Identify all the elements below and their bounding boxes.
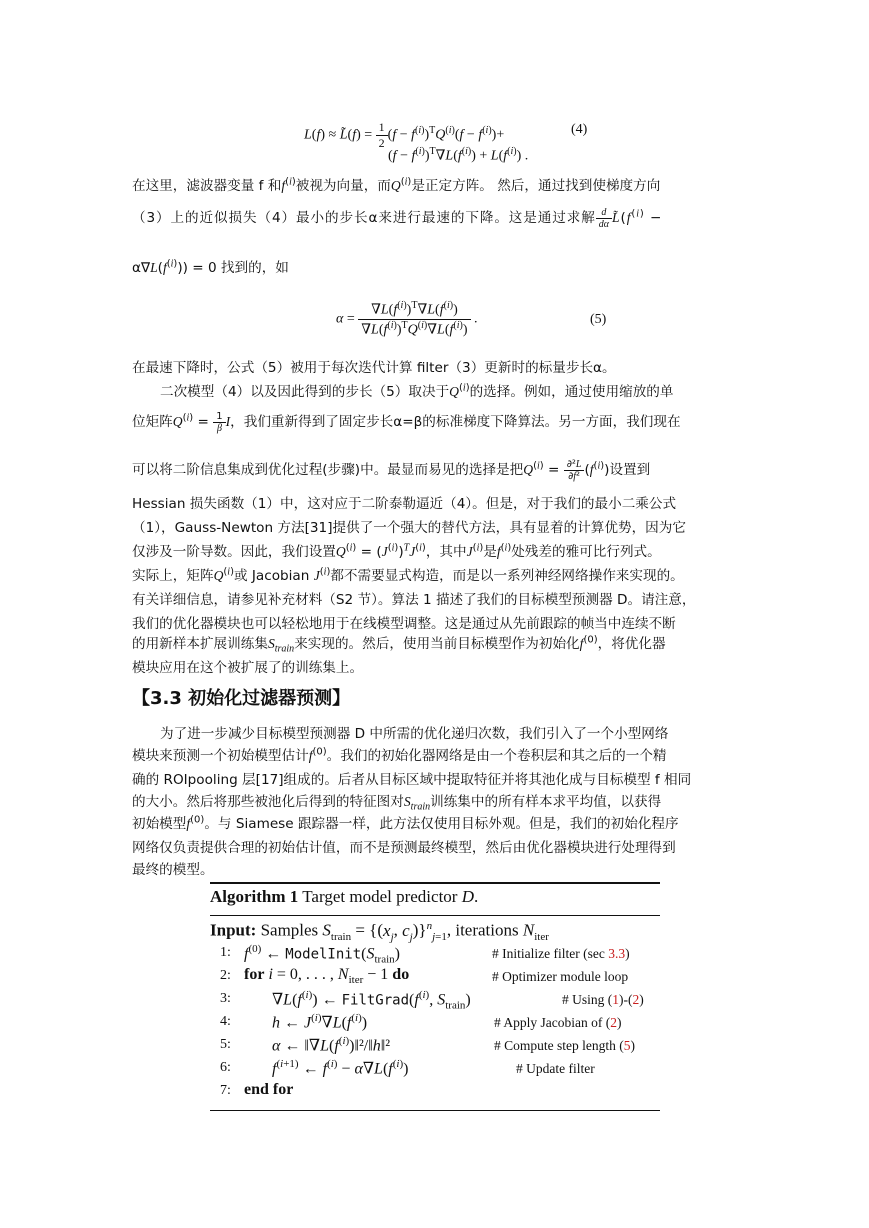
algorithm-line-4 xyxy=(210,1012,660,1035)
line-number: 6: xyxy=(220,1060,231,1076)
line-number: 2: xyxy=(220,968,231,984)
algorithm-line-3 xyxy=(210,989,660,1012)
algorithm-1-box xyxy=(210,882,660,1111)
equation-5-number: (5) xyxy=(590,312,607,327)
algorithm-line-6 xyxy=(210,1058,660,1081)
algorithm-line-2 xyxy=(210,966,660,989)
paragraph-4-line-2: 模块来预测一个初始模型估计$f^{(0)}$。我们的初始化器网络是由一个卷积层和其之后的一个精 xyxy=(132,746,667,764)
paragraph-3-line-8: 有关详细信息，请参见补充材料（S2 节）。算法 1 描述了我们的目标模型预测器 D。请注意， xyxy=(132,592,696,608)
paragraph-2: 在最速下降时，公式（5）被用于每次迭代计算 filter（3）更新时的标量步长α。 xyxy=(132,360,616,376)
line-number: 5: xyxy=(220,1037,231,1053)
algorithm-comment: # Using (1)-(2) xyxy=(562,992,644,1008)
equation-4-line-2: $(f - f^{(i)})^T\nabla L(f^{(i)}) + L(f^{(i)})$ . xyxy=(388,146,529,164)
paragraph-3-line-10: 的用新样本扩展训练集$S_{train}$来实现的。然后，使用当前目标模型作为初始化$f^{(0)}$，将优化器 xyxy=(132,634,666,655)
paragraph-3-line-9: 我们的优化器模块也可以轻松地用于在线模型调整。这是通过从先前跟踪的帧当中连续不断 xyxy=(132,616,676,632)
algorithm-code: for i = 0, . . . , $N_{iter} - 1$ do xyxy=(244,966,410,987)
equation-4-number: (4) xyxy=(571,122,588,137)
algorithm-bottom-rule xyxy=(210,1110,660,1111)
paragraph-1-line-2: （3）上的近似损失（4）最小的步长α来进行最速的下降。这是通过求解 $\frac{d}{d\alpha}$ $L̃(f^{(i)}$ − xyxy=(132,206,663,230)
paragraph-4-line-6: 网络仅负责提供合理的初始估计值，而不是预测最终模型，然后由优化器模块进行处理得到 xyxy=(132,840,676,856)
paragraph-4-line-4: 的大小。然后将那些被池化后得到的特征图对$S_{train}$训练集中的所有样本求平均值，以获得 xyxy=(132,794,662,813)
paragraph-3-line-4: Hessian 损失函数（1）中，这对应于二阶泰勒逼近（4）。但是，对于我们的最小二乘公式 xyxy=(132,496,677,512)
algorithm-comment: # Update filter xyxy=(516,1061,595,1077)
algorithm-line-1 xyxy=(210,943,660,966)
paragraph-4-line-5: 初始模型$f^{(0)}$。与 Siamese 跟踪器一样，此方法仅使用目标外观。但是，我们的初始化程序 xyxy=(132,814,679,832)
algorithm-line-7 xyxy=(210,1081,660,1104)
paragraph-4-line-1: 为了进一步减少目标模型预测器 D 中所需的优化递归次数，我们引入了一个小型网络 xyxy=(160,726,669,742)
paragraph-4-line-3: 确的 ROIpooling 层[17]组成的。后者从目标区域中提取特征并将其池化成与目标模型 f 相同 xyxy=(132,772,692,788)
algorithm-comment: # Compute step length (5) xyxy=(494,1038,635,1054)
paragraph-3-line-7: 实际上，矩阵$Q^{(i)}$或 Jacobian $J^{(i)}$都不需要显式构造，而是以一系列神经网络操作来实现的。 xyxy=(132,566,684,584)
section-heading-3-3: 【3.3 初始化过滤器预测】 xyxy=(132,688,351,709)
paragraph-4-line-7: 最终的模型。 xyxy=(132,862,214,878)
algorithm-code: h ← $J^{(i)}\nabla L(f^{(i)})$ xyxy=(272,1012,368,1032)
algorithm-comment: # Optimizer module loop xyxy=(492,969,629,985)
algorithm-line-5 xyxy=(210,1035,660,1058)
paragraph-3-line-6: 仅涉及一阶导数。因此，我们设置$Q^{(i)} = (J^{(i)})^TJ^{(i)}$，其中$J^{(i)}$是$f^{(i)}$处残差的雅可比行列式。 xyxy=(132,542,661,560)
line-number: 4: xyxy=(220,1014,231,1030)
paragraph-3-line-5: （1），Gauss-Newton 方法[31]提供了一个强大的替代方法，具有显着的计算优势，因为它 xyxy=(132,520,686,536)
algorithm-code: $f^{(0)}$ ← $ModelInit(S_{train})$ xyxy=(244,943,400,966)
equation-4-line-1: L(f) ≈ L̃(f) = $\frac{1}{2}$ $(f - f^{(i)})^TQ^{(i)}(f - f^{(i)})+$ xyxy=(304,120,505,150)
algorithm-title: Algorithm 1 Target model predictor D. xyxy=(210,887,479,906)
algorithm-code: end for xyxy=(244,1081,294,1099)
line-number: 1: xyxy=(220,945,231,961)
line-number: 7: xyxy=(220,1083,231,1099)
paragraph-1-line-3: $\alpha\nabla L(f^{(i)})) = 0$ 找到的，如 xyxy=(132,258,289,276)
algorithm-input-label: Input: xyxy=(210,920,257,940)
algorithm-title-label: Algorithm 1 xyxy=(210,887,299,906)
algorithm-comment: # Initialize filter (sec 3.3) xyxy=(492,946,630,962)
line-number: 3: xyxy=(220,991,231,1007)
paragraph-3-line-11: 模块应用在这个被扩展了的训练集上。 xyxy=(132,660,364,676)
paragraph-1-line-1: 在这里，滤波器变量 f 和$f^{(i)}$被视为向量，而$Q^{(i)}$是正定方阵。 然后，通过找到使梯度方向 xyxy=(132,176,661,194)
paragraph-3-line-2: 位矩阵$Q^{(i)}$ = $\frac{1}{\beta}$ I，我们重新得到了固定步长α=β的标准梯度下降算法。另一方面，我们现在 xyxy=(132,410,681,434)
algorithm-code: α ← $‖\nabla L(f^{(i)})‖^2/‖h‖^2$ xyxy=(272,1035,391,1055)
algorithm-code: $f^{(i+1)}$ ← $f^{(i)} - \alpha\nabla L(f^{(i)})$ xyxy=(272,1058,409,1078)
algorithm-comment: # Apply Jacobian of (2) xyxy=(494,1015,622,1031)
paragraph-3-line-3: 可以将二阶信息集成到优化过程(步骤)中。最显而易见的选择是把$Q^{(i)}$ = $\frac{\text{∂²L}}{\text{∂f²}}$ $(f^{(i)})$设置到 xyxy=(132,458,651,482)
algorithm-code: $\nabla L(f^{(i)})$ ← $FiltGrad(f^{(i)}$, $S_{train}$) xyxy=(272,989,471,1012)
equation-5: α = $\frac{\nabla L(f^{(i)})^T\nabla L(f^{(i)})}{\nabla L(f^{(i)})^TQ^{(i)}\nabla L(f^{(i)})}$ . xyxy=(336,300,478,338)
paragraph-3-line-1: 二次模型（4）以及因此得到的步长（5）取决于$Q^{(i)}$的选择。例如，通过使用缩放的单 xyxy=(160,382,674,400)
algorithm-input: Input: Samples $S_{train} = \{(x_j$, $c_j)\}^n_{j=1}$, iterations $N_{iter}$ xyxy=(210,920,549,944)
